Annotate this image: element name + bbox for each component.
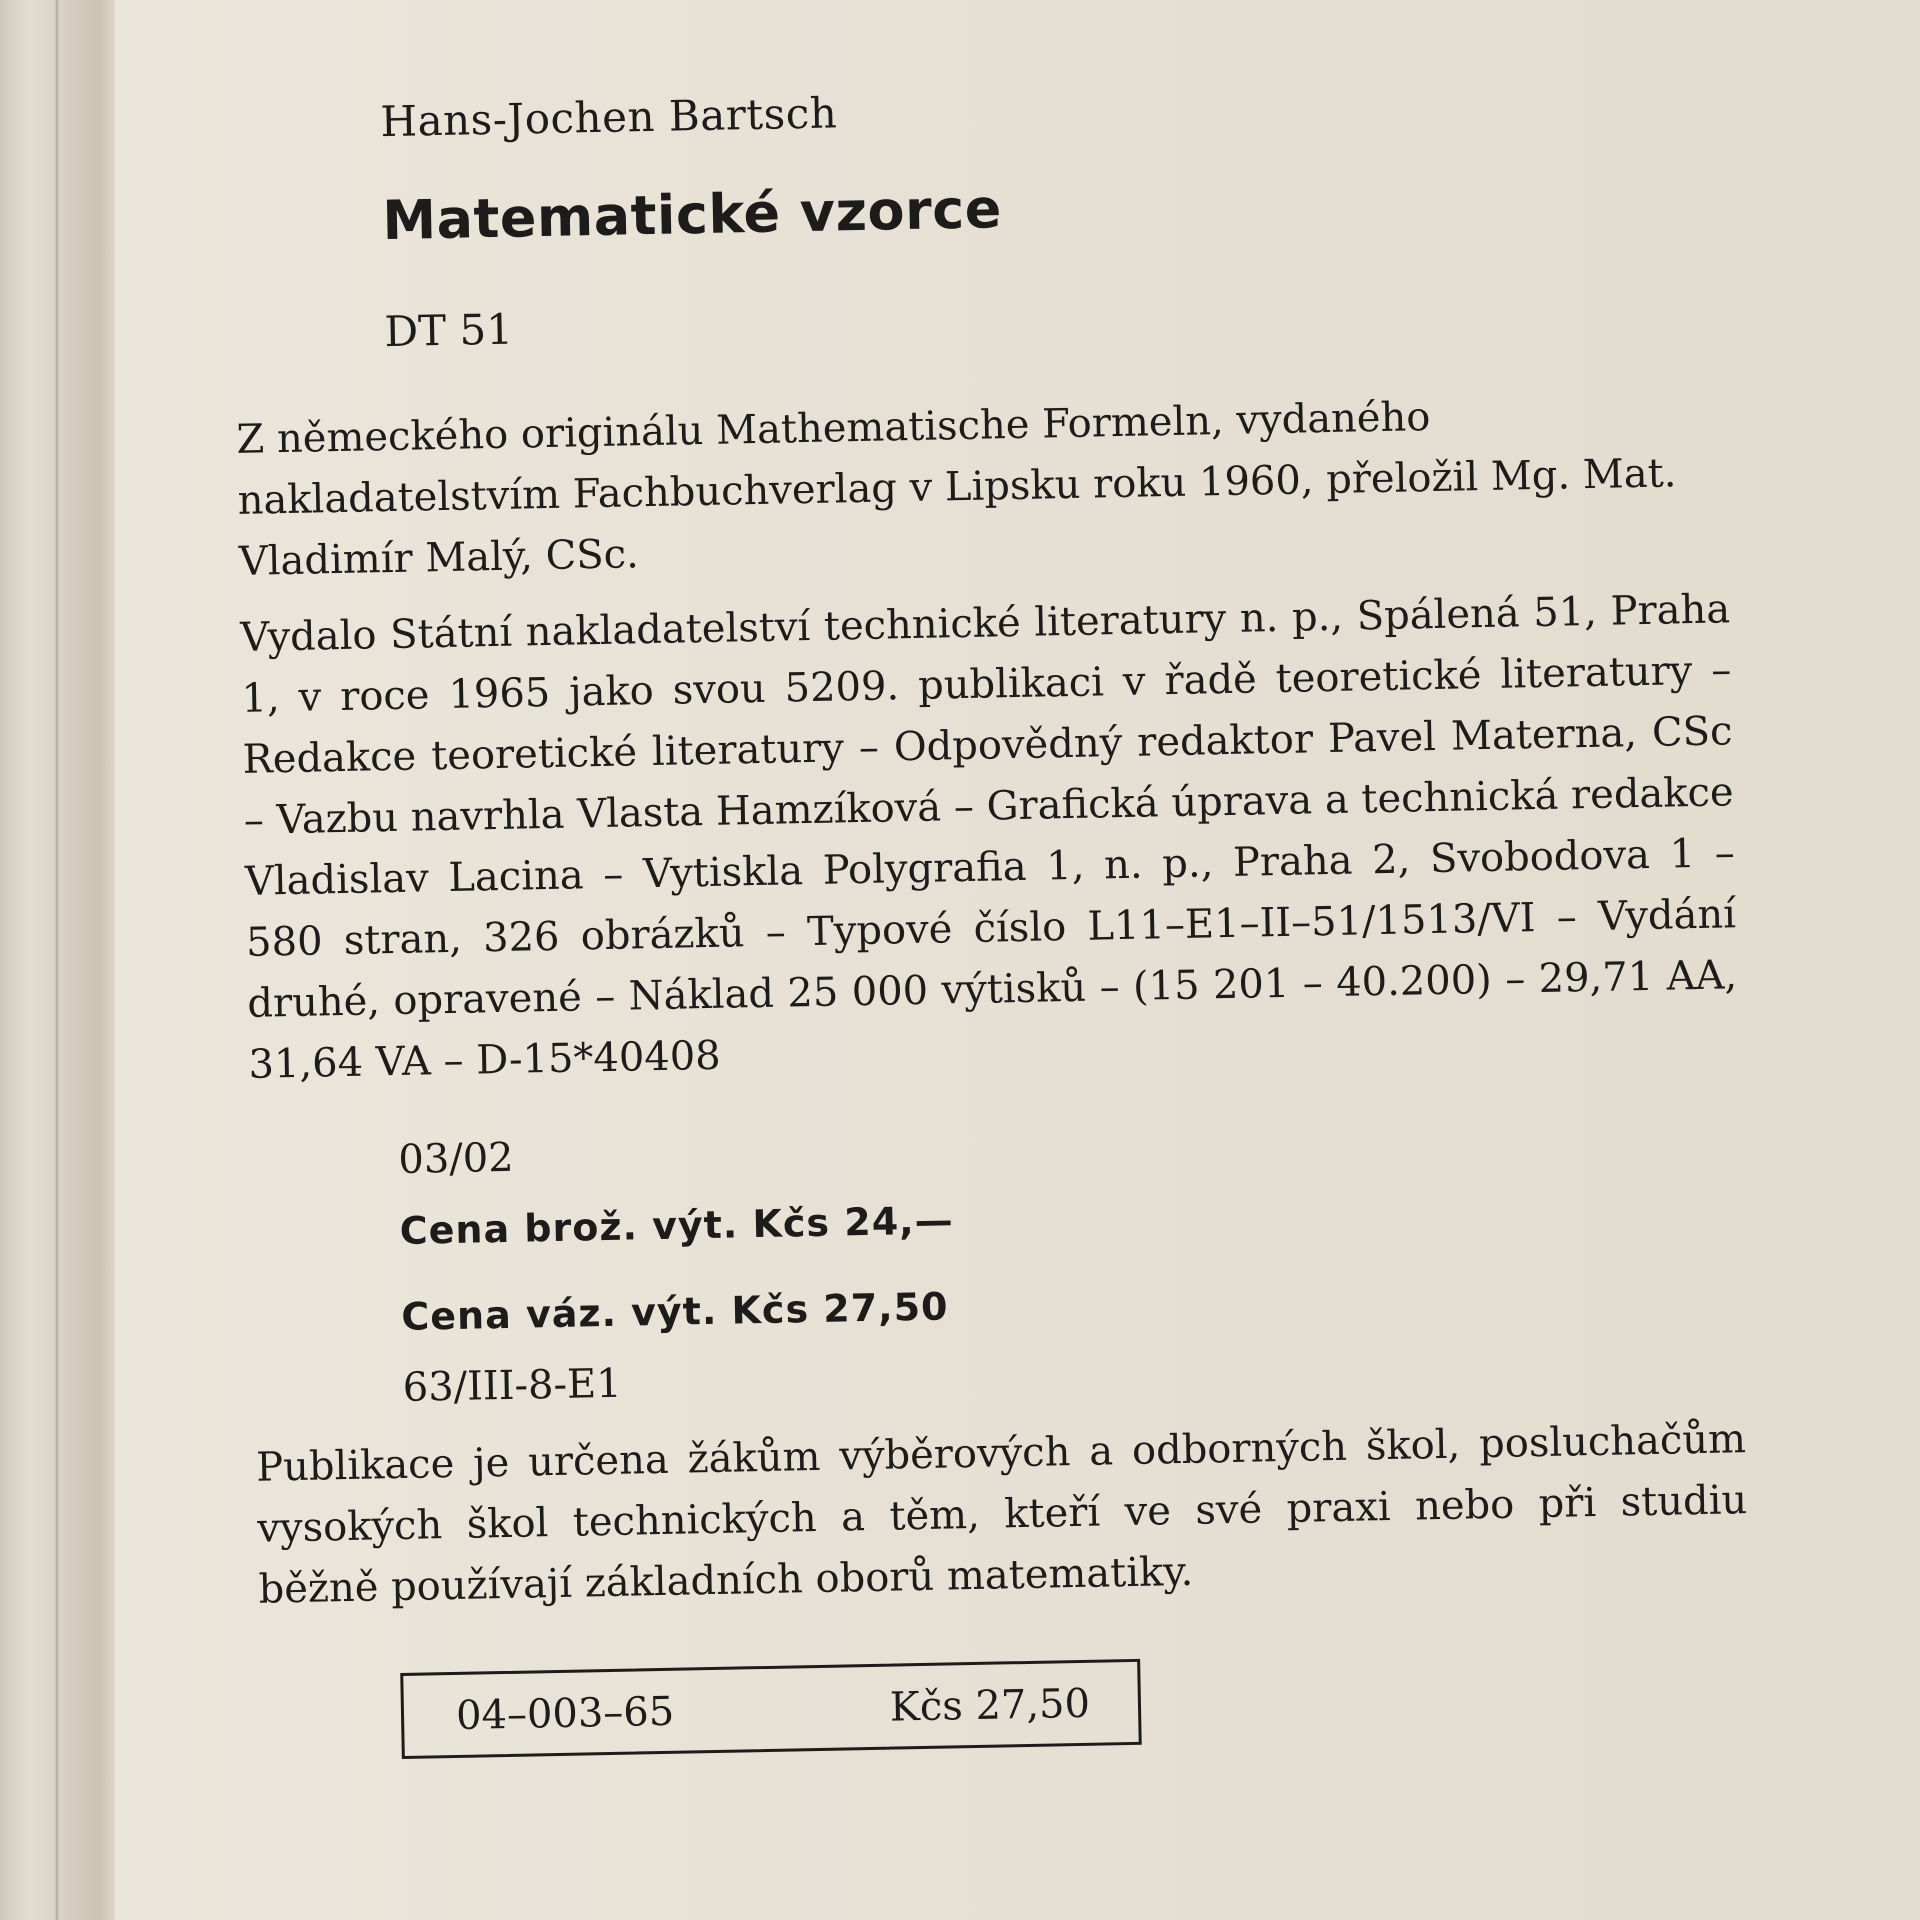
price-hardcover: Cena váz. výt. Kčs 27,50 (400, 1284, 949, 1339)
imprint-paragraph: Vydalo Státní nakladatelství technické literatury n. p., Spálená 51, Praha 1, v roce 1965 jako svou 5209. publikaci v řadě teoretické literatury – Redakce teoretické literatury – Odpovědný redaktor Pavel Materna, CSc – Vazbu navrhla Vlasta Hamzíková – Grafická úprava a technická redakce Vladislav Lacina – Vytiskla Polygrafia 1, n. p., Praha 2, Svobodova 1 – 580 stran, 326 obrázků – Typové číslo L11–E1–II–51/1513/VI – Vydání druhé, opravené – Náklad 25 000 výtisků – (15 201 – 40.200) – 29,71 AA, 31,64 VA – D-15*40408 (239, 586, 1738, 1088)
stamp-code: 04–003–65 (455, 1688, 675, 1739)
price-stamp-box (400, 1659, 1142, 1759)
author-name: Hans-Jochen Bartsch (379, 88, 838, 147)
translation-note: Z německého originálu Mathematische Formeln, vydaného nakladatelstvím Fachbuchverlag v Lipsku roku 1960, přeložil Mg. Mat. Vladimír Malý, CSc. (236, 394, 1677, 585)
price-paperback: Cena brož. výt. Kčs 24,— (399, 1198, 954, 1253)
imprint-page-content (230, 71, 1748, 1739)
catalog-code-1: 03/02 (397, 1134, 515, 1183)
stamp-price: Kčs 27,50 (889, 1680, 1091, 1731)
catalog-code-2: 63/III-8-E1 (402, 1360, 623, 1411)
page-fold-line (55, 0, 59, 1920)
audience-note: Publikace je určena žákům výběrových a odborných škol, posluchačům vysokých škol technických a těm, kteří ve své praxi nebo při studiu běžně používají základních oborů matematiky. (255, 1416, 1748, 1613)
series-code: DT 51 (384, 304, 514, 357)
book-title: Matematické vzorce (381, 177, 1003, 253)
